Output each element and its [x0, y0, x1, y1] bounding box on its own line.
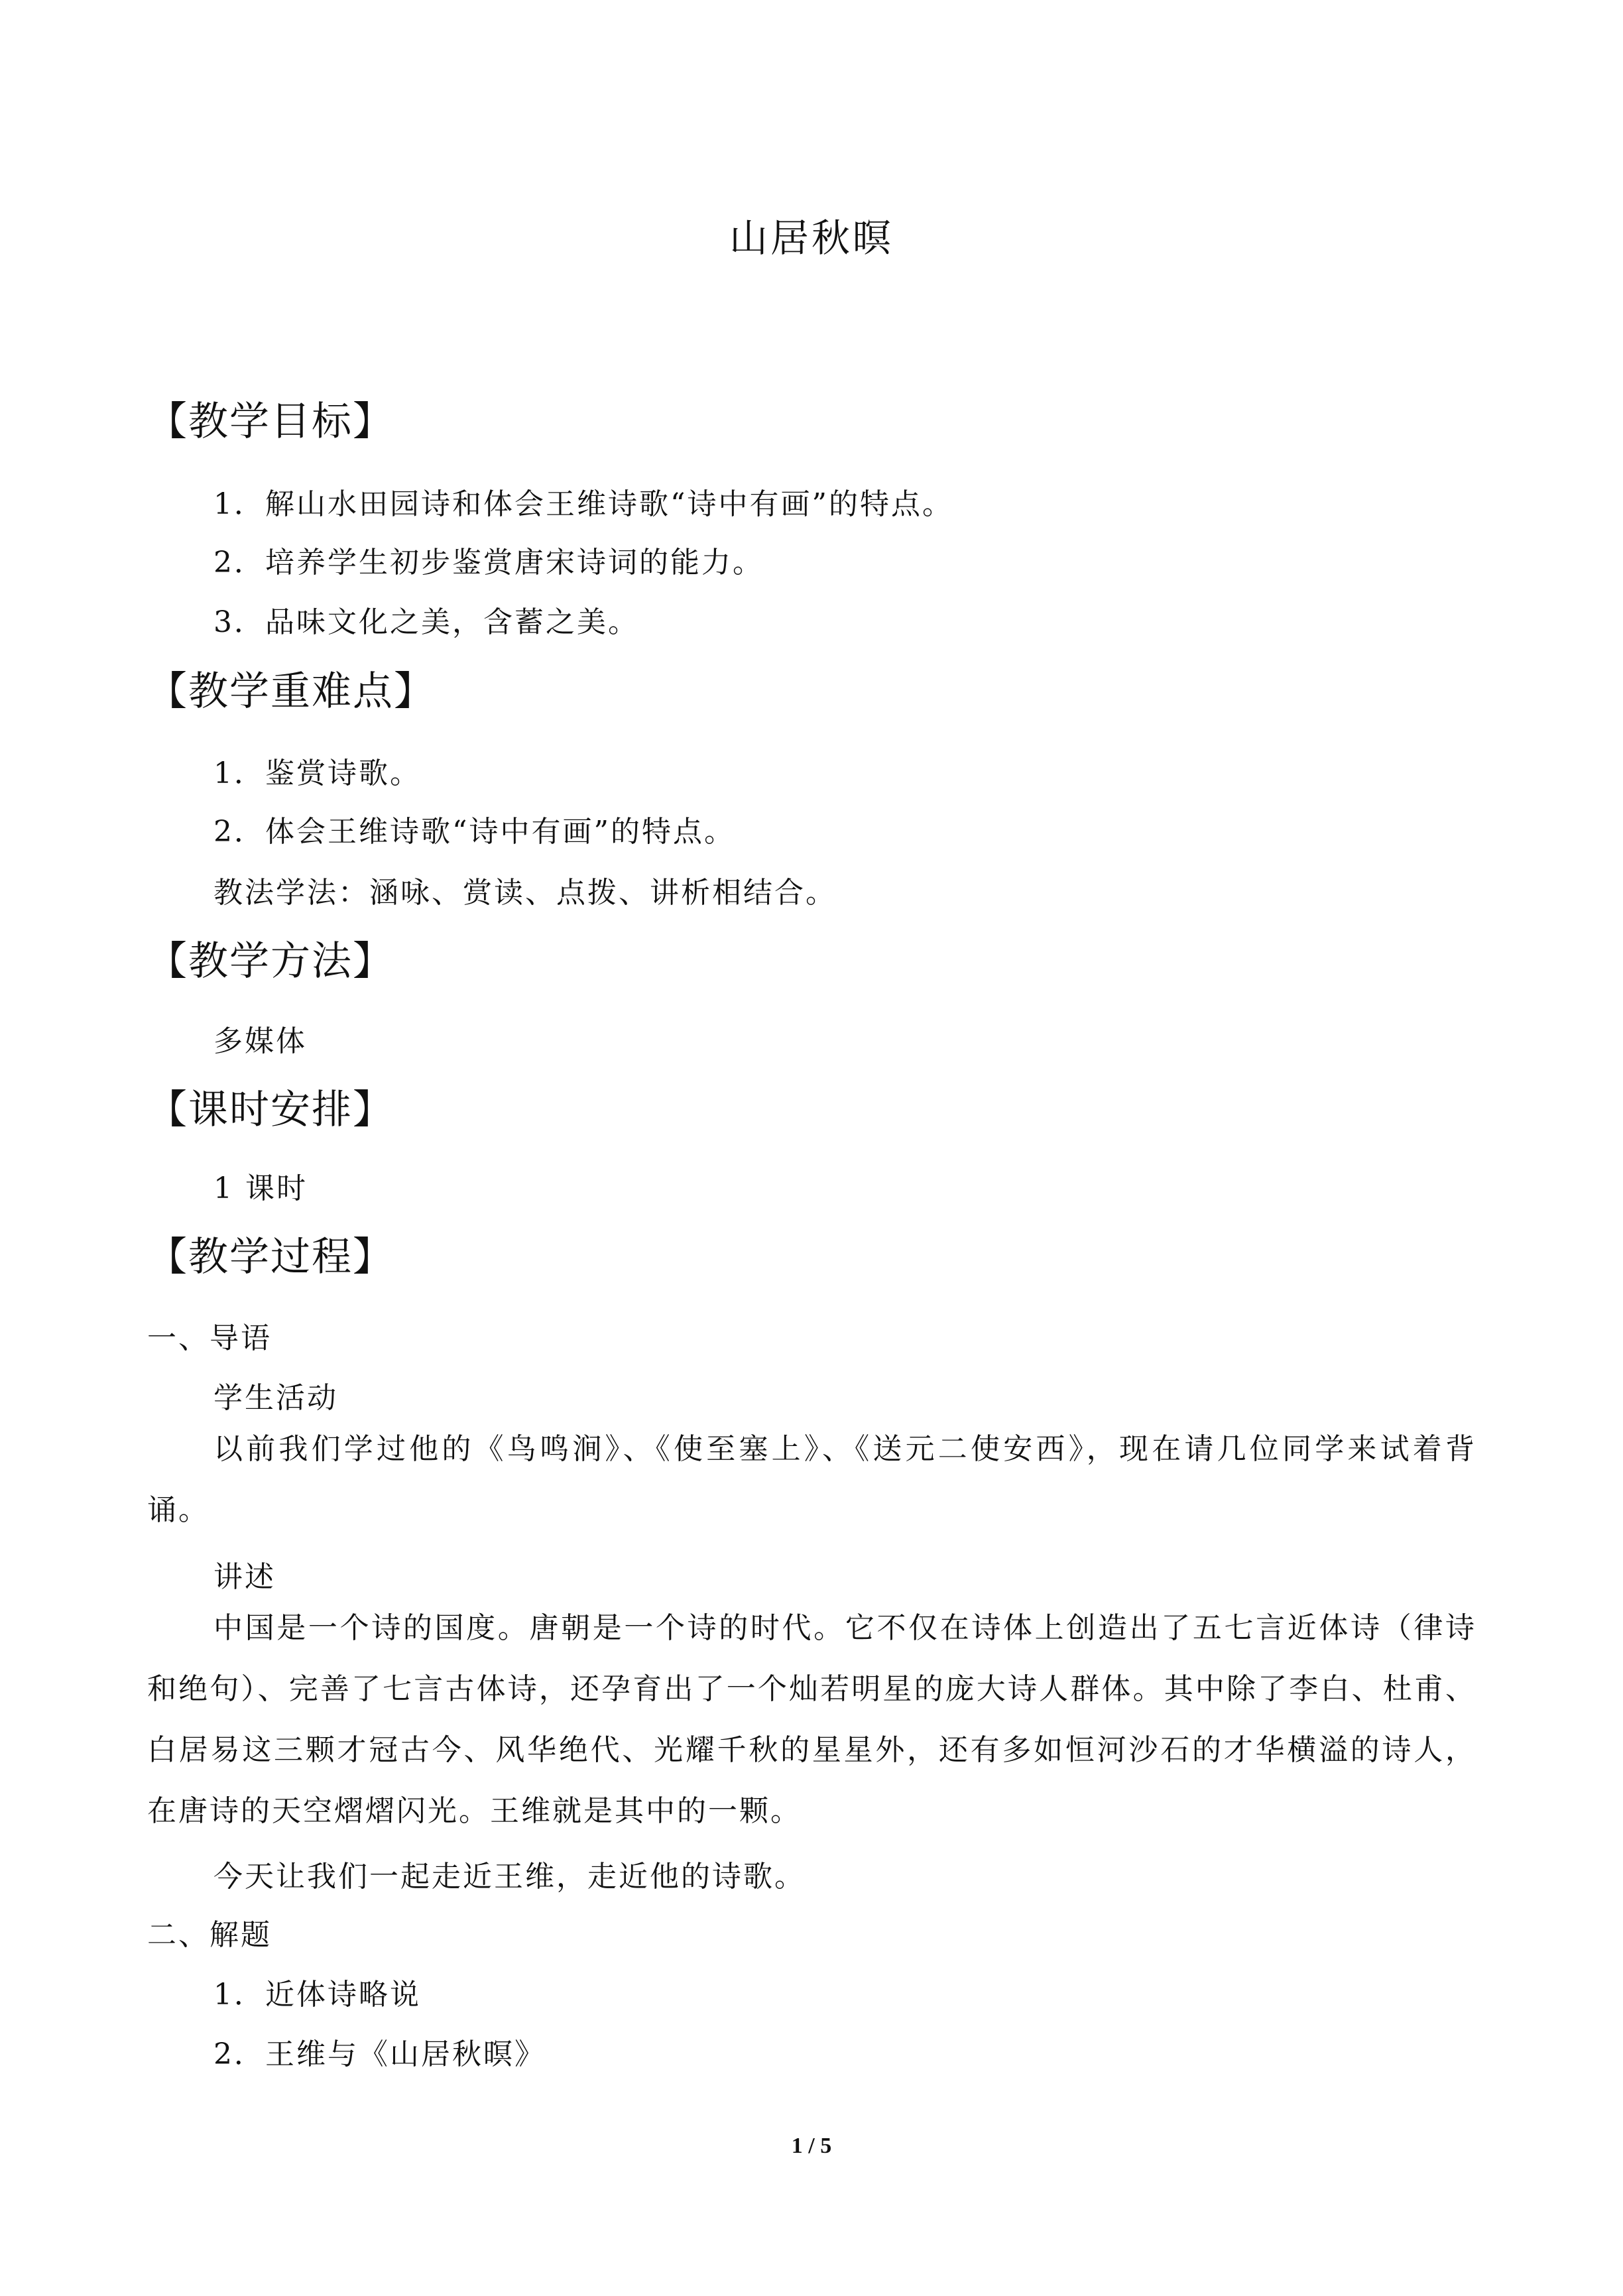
goal-item: 2．培养学生初步鉴赏唐宋诗词的能力。 [213, 546, 764, 579]
section-heading-schedule: 【课时安排】 [147, 1087, 394, 1133]
activity-label: 学生活动 [213, 1381, 338, 1415]
goal-item: 3．品味文化之美，含蓄之美。 [213, 605, 639, 639]
narration-label: 讲述 [213, 1560, 276, 1594]
section-heading-process: 【教学过程】 [147, 1234, 394, 1280]
section-heading-method: 【教学方法】 [147, 938, 394, 985]
schedule-text: 1 课时 [213, 1172, 308, 1205]
page-number: 1 / 5 [791, 2134, 832, 2158]
closing-paragraph: 今天让我们一起走近王维，走近他的诗歌。 [213, 1860, 806, 1894]
section-heading-goals: 【教学目标】 [147, 398, 394, 445]
process-part2-title: 二、解题 [147, 1918, 272, 1952]
key-point-item: 1．鉴赏诗歌。 [213, 756, 421, 790]
part2-item: 2．王维与《山居秋暝》 [213, 2037, 546, 2071]
section-heading-key-points: 【教学重难点】 [147, 668, 435, 715]
key-point-item: 教法学法：涵咏、赏读、点拨、讲析相结合。 [213, 876, 837, 910]
key-point-item: 2．体会王维诗歌“诗中有画”的特点。 [213, 815, 735, 849]
part2-item: 1．近体诗略说 [213, 1978, 421, 2012]
goal-item: 1．解山水田园诗和体会王维诗歌“诗中有画”的特点。 [213, 487, 953, 521]
method-text: 多媒体 [213, 1024, 307, 1058]
activity-paragraph: 以前我们学过他的《鸟鸣涧》、《使至塞上》、《送元二使安西》，现在请几位同学来试着背诵。 [147, 1432, 1476, 1527]
narration-paragraph: 中国是一个诗的国度。唐朝是一个诗的时代。它不仅在诗体上创造出了五七言近体诗（律诗和绝句）、完善了七言古体诗，还孕育出了一个灿若明星的庞大诗人群体。其中除了李白、杜甫、白居易这三颗才冠古今、风华绝代、光耀千秋的星星外，还有多如恒河沙石的才华横溢的诗人，在唐诗的天空熠熠闪光。王维就是其中的一颗。 [147, 1611, 1476, 1828]
page-title: 山居秋暝 [729, 215, 894, 261]
process-part1-title: 一、导语 [147, 1321, 272, 1355]
